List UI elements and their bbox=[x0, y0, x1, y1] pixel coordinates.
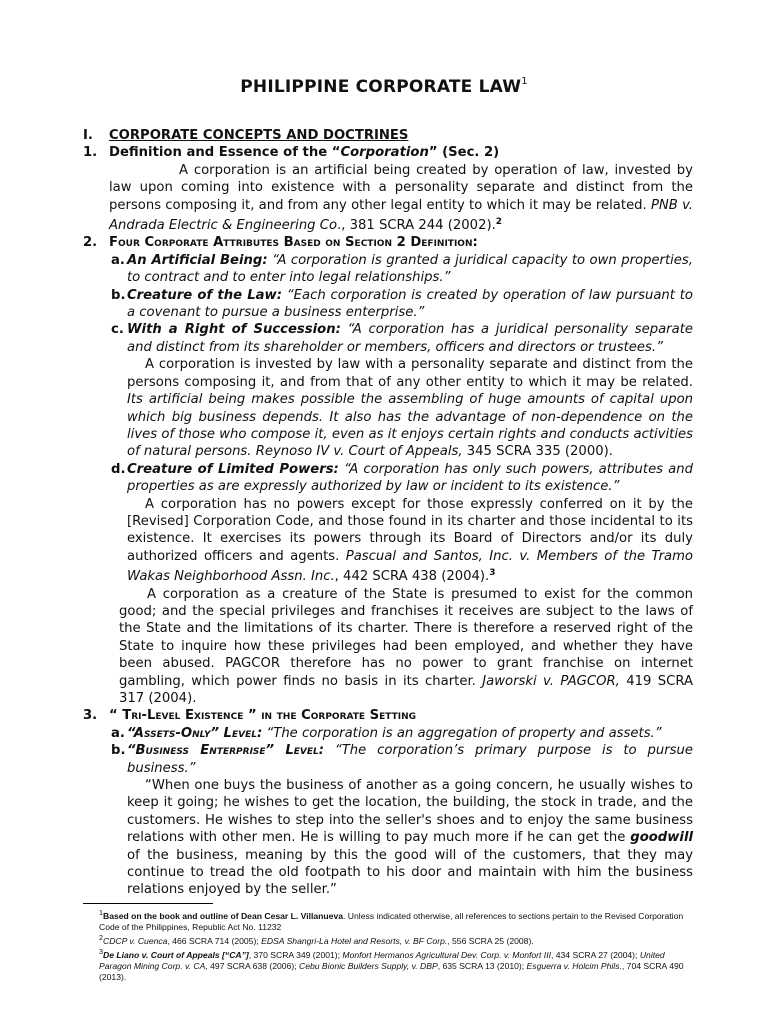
footnote-3-case-a: De Liano v. Court of Appeals [“CA”] bbox=[102, 949, 249, 960]
item-3b bbox=[111, 742, 693, 777]
footnote-1-text: . Unless indicated otherwise, all references to sections pertain to the Revised Corporation Code of the Philippines, Republic Act No. 11232 bbox=[99, 910, 684, 932]
item-2c-label: With a Right of Succession: bbox=[127, 322, 341, 338]
item-3b-quote: “The corporation’s primary purpose is to pursue business.” bbox=[127, 743, 693, 776]
item-2d-cite-2: Jaworski v. PAGCOR, bbox=[482, 673, 620, 689]
item-1-paragraph bbox=[109, 162, 693, 235]
item-3a-label: “Assets-Only” Level: bbox=[127, 725, 263, 741]
item-1-label-b: Corporation bbox=[340, 145, 429, 161]
footnote-1-mark: 1 bbox=[99, 909, 103, 917]
title-text: PHILIPPINE CORPORATE LAW bbox=[240, 77, 522, 97]
item-3-number: 3. bbox=[83, 708, 98, 724]
document-body bbox=[83, 127, 693, 899]
footnote-mark-3: 3 bbox=[489, 568, 496, 579]
item-2-title: Four Corporate Attributes Based on Section 2 Definition: bbox=[109, 235, 478, 251]
item-2-heading bbox=[83, 234, 693, 251]
item-2d bbox=[111, 461, 693, 496]
item-2b-label: Creature of the Law: bbox=[127, 287, 283, 303]
item-2c-italic: Its artificial being makes possible the assembling of huge amounts of capital upon which big business depends. It also has the advantage of non-dependence on the lives of those who compose it, even as it enjoys certain rights and conducts activities of natural persons. Reynoso IV v. Court of Appeals, bbox=[127, 392, 693, 460]
item-2d-cite-2-rest: 419 SCRA 317 (2004). bbox=[119, 673, 693, 706]
item-2d-paragraph-2 bbox=[119, 586, 693, 708]
item-1-cite-rest: ., 381 SCRA 244 (2002). bbox=[337, 218, 496, 234]
item-2-number: 2. bbox=[83, 235, 98, 251]
item-2a-letter: a. bbox=[111, 252, 125, 268]
footnote-3-case-c: United Paragon Mining Corp. v. CA bbox=[99, 949, 665, 971]
footnote-3-case-b: Monfort Hermanos Agricultural Dev. Corp. v. Monfort III bbox=[342, 949, 551, 960]
item-3b-goodwill: goodwill bbox=[630, 830, 693, 846]
footnote-3-cite-a: , 370 SCRA 349 (2001); bbox=[248, 949, 341, 960]
item-1-number: 1. bbox=[83, 145, 98, 161]
footnote-2-cite-a: , 466 SCRA 714 (2005); bbox=[167, 935, 259, 946]
footnote-separator bbox=[83, 903, 213, 904]
footnote-3-case-e: Esguerra v. Holcim Phils. bbox=[526, 960, 622, 971]
item-2b bbox=[111, 287, 693, 322]
item-2d-paragraph-1 bbox=[127, 496, 693, 586]
footnote-2 bbox=[99, 933, 693, 947]
footnote-3-cite-e: , 704 SCRA 490 (2013). bbox=[99, 960, 684, 982]
item-2d-text-2: A corporation as a creature of the State is presumed to exist for the common good; and the special privileges and franchises it receives are subject to the laws of the State and the limitations of its charter. There is therefore a reserved right of the State to inquire how these privileges had been employed, and whether they have been abused. PAGCOR therefore has no power to grant franchise on internet gambling, which power finds no basis in its charter. bbox=[119, 586, 693, 689]
item-2a-quote: “A corporation is granted a juridical capacity to own properties, to contract and to enter into legal relationships.” bbox=[127, 252, 693, 286]
item-2a bbox=[111, 252, 693, 287]
page-title bbox=[0, 76, 768, 97]
item-2d-quote: “A corporation has only such powers, attributes and properties as are expressly authorized by law or incident to its existence.” bbox=[127, 461, 693, 495]
item-2c-quote: “A corporation has a juridical personality separate and distinct from its shareholder or members, officers and directors or trustees.” bbox=[127, 322, 693, 355]
footnote-2-case-b: EDSA Shangri-La Hotel and Resorts, v. BF Corp. bbox=[261, 935, 448, 946]
item-2d-cite-1-rest: , 442 SCRA 438 (2004). bbox=[334, 569, 490, 585]
section-heading bbox=[83, 127, 693, 144]
footnotes bbox=[83, 908, 693, 983]
item-1-heading bbox=[83, 144, 693, 161]
footnote-2-mark: 2 bbox=[99, 933, 103, 942]
item-2c-cite: 345 SCRA 335 (2000). bbox=[466, 444, 613, 460]
footnote-3 bbox=[99, 947, 693, 983]
item-2d-label: Creature of Limited Powers: bbox=[127, 461, 339, 477]
item-3a-quote: “The corporation is an aggregation of property and assets.” bbox=[266, 725, 662, 741]
footnote-3-mark: 3 bbox=[99, 947, 103, 956]
title-footnote-mark: 1 bbox=[521, 76, 528, 87]
footnote-2-cite-b: , 556 SCRA 25 (2008). bbox=[447, 935, 534, 946]
item-1-cite: PNB v. Andrada Electric & Engineering Co bbox=[109, 197, 693, 234]
item-3b-letter: b. bbox=[111, 743, 126, 759]
footnote-3-cite-c: , 497 SCRA 638 (2006); bbox=[205, 960, 297, 971]
item-3-heading bbox=[83, 707, 693, 724]
footnote-2-case-a: CDCP v. Cuenca bbox=[102, 935, 168, 946]
section-number: I. bbox=[83, 128, 93, 143]
section-title: CORPORATE CONCEPTS AND DOCTRINES bbox=[109, 128, 409, 143]
item-2d-text-1: A corporation has no powers except for those expressly conferred on it by the [Revised] Corporation Code, and those found in its charter and those incidental to its existence. It exercises its powers through its Board of Directors and/or its duly authorized officers and agents. bbox=[127, 496, 693, 564]
item-2d-cite-1: Pascual and Santos, Inc. v. Members of the Tramo Wakas Neighborhood Assn. Inc. bbox=[127, 548, 693, 585]
item-3b-text-a: “When one buys the business of another as a going concern, he usually wishes to keep it going; he wishes to get the location, the building, the stock in trade, and the customers. He wishes to step into the seller's shoes and to enjoy the same business relations with other men. He is willing to pay much more if he can get the bbox=[127, 778, 693, 846]
footnote-3-cite-d: , 635 SCRA 13 (2010); bbox=[437, 960, 525, 971]
item-3a bbox=[111, 725, 693, 742]
item-2c bbox=[111, 321, 693, 356]
item-3b-text-b: of the business, meaning by this the good will of the customers, that they may continue to tread the old footpath to his door and maintain with him the business relations enjoyed by the seller.” bbox=[127, 847, 693, 898]
item-2b-quote: “Each corporation is created by operation of law pursuant to a covenant to pursue a business enterprise.” bbox=[127, 287, 694, 321]
item-2b-letter: b. bbox=[111, 287, 126, 303]
item-3b-label: “Business Enterprise” Level: bbox=[127, 743, 324, 759]
footnote-3-cite-b: , 434 SCRA 27 (2004); bbox=[550, 949, 638, 960]
footnote-1-bold: Based on the book and outline of Dean Cesar L. Villanueva bbox=[102, 910, 344, 921]
item-1-text: A corporation is an artificial being created by operation of law, invested by law upon coming into existence with a personality separate and distinct from the persons composing it, and from any other legal entity to which it may be related. bbox=[109, 162, 693, 213]
footnote-mark-2: 2 bbox=[495, 217, 503, 228]
item-3b-paragraph bbox=[127, 777, 693, 899]
item-2a-label: An Artificial Being: bbox=[127, 252, 268, 268]
item-3-title: “ Tri-Level Existence ” in the Corporate Setting bbox=[109, 708, 417, 724]
footnote-3-case-d: Cebu Bionic Builders Supply, v. DBP bbox=[299, 960, 438, 971]
footnote-1 bbox=[99, 908, 693, 933]
item-1-label-a: Definition and Essence of the “ bbox=[109, 145, 341, 161]
item-1-label-c: ” (Sec. 2) bbox=[428, 145, 500, 161]
item-2d-letter: d. bbox=[111, 461, 126, 477]
item-2c-letter: c. bbox=[111, 322, 124, 338]
item-2c-text: A corporation is invested by law with a personality separate and distinct from the persons composing it, and from that of any other entity to which it may be related. bbox=[127, 357, 693, 390]
item-3a-letter: a. bbox=[111, 725, 125, 741]
item-2c-paragraph bbox=[127, 356, 693, 460]
